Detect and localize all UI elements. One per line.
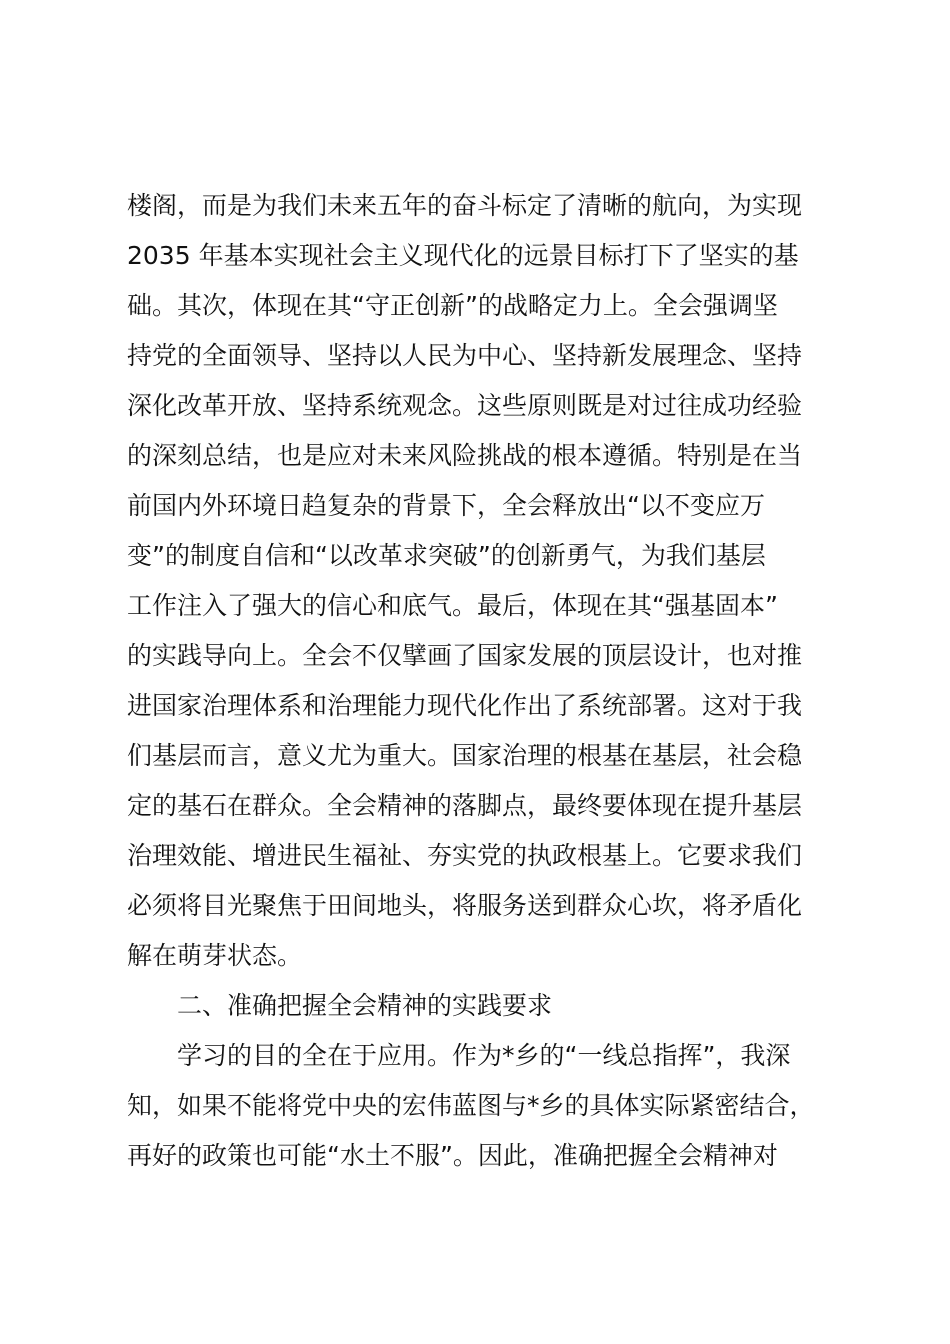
paragraph-line: 的深刻总结，也是应对未来风险挑战的根本遵循。特别是在当 bbox=[127, 441, 803, 470]
paragraph-line: 学习的目的全在于应用。作为*乡的“一线总指挥”，我深 bbox=[177, 1041, 791, 1070]
document-body bbox=[127, 181, 847, 1181]
paragraph-line: 工作注入了强大的信心和底气。最后，体现在其“强基固本” bbox=[127, 591, 778, 620]
paragraph-line: 解在萌芽状态。 bbox=[127, 941, 303, 970]
paragraph-line: 定的基石在群众。全会精神的落脚点，最终要体现在提升基层 bbox=[127, 791, 803, 820]
paragraph-line: 进国家治理体系和治理能力现代化作出了系统部署。这对于我 bbox=[127, 691, 803, 720]
paragraph-line: 们基层而言，意义尤为重大。国家治理的根基在基层，社会稳 bbox=[127, 741, 803, 770]
paragraph-line: 持党的全面领导、坚持以人民为中心、坚持新发展理念、坚持 bbox=[127, 341, 803, 370]
paragraph-line: 2035 年基本实现社会主义现代化的远景目标打下了坚实的基 bbox=[127, 241, 799, 270]
paragraph-line: 前国内外环境日趋复杂的背景下，全会释放出“以不变应万 bbox=[127, 491, 765, 520]
paragraph-line: 再好的政策也可能“水土不服”。因此，准确把握全会精神对 bbox=[127, 1141, 778, 1170]
paragraph-line: 深化改革开放、坚持系统观念。这些原则既是对过往成功经验 bbox=[127, 391, 803, 420]
paragraph-line: 楼阁，而是为我们未来五年的奋斗标定了清晰的航向，为实现 bbox=[127, 191, 803, 220]
paragraph-line: 的实践导向上。全会不仅擘画了国家发展的顶层设计，也对推 bbox=[127, 641, 803, 670]
paragraph-line: 础。其次，体现在其“守正创新”的战略定力上。全会强调坚 bbox=[127, 291, 778, 320]
paragraph-line: 必须将目光聚焦于田间地头，将服务送到群众心坎，将矛盾化 bbox=[127, 891, 803, 920]
paragraph-line: 治理效能、增进民生福祉、夯实党的执政根基上。它要求我们 bbox=[127, 841, 803, 870]
paragraph-line: 变”的制度自信和“以改革求突破”的创新勇气，为我们基层 bbox=[127, 541, 766, 570]
section-heading: 二、准确把握全会精神的实践要求 bbox=[177, 991, 553, 1020]
paragraph-line: 知，如果不能将党中央的宏伟蓝图与*乡的具体实际紧密结合， bbox=[127, 1091, 815, 1120]
